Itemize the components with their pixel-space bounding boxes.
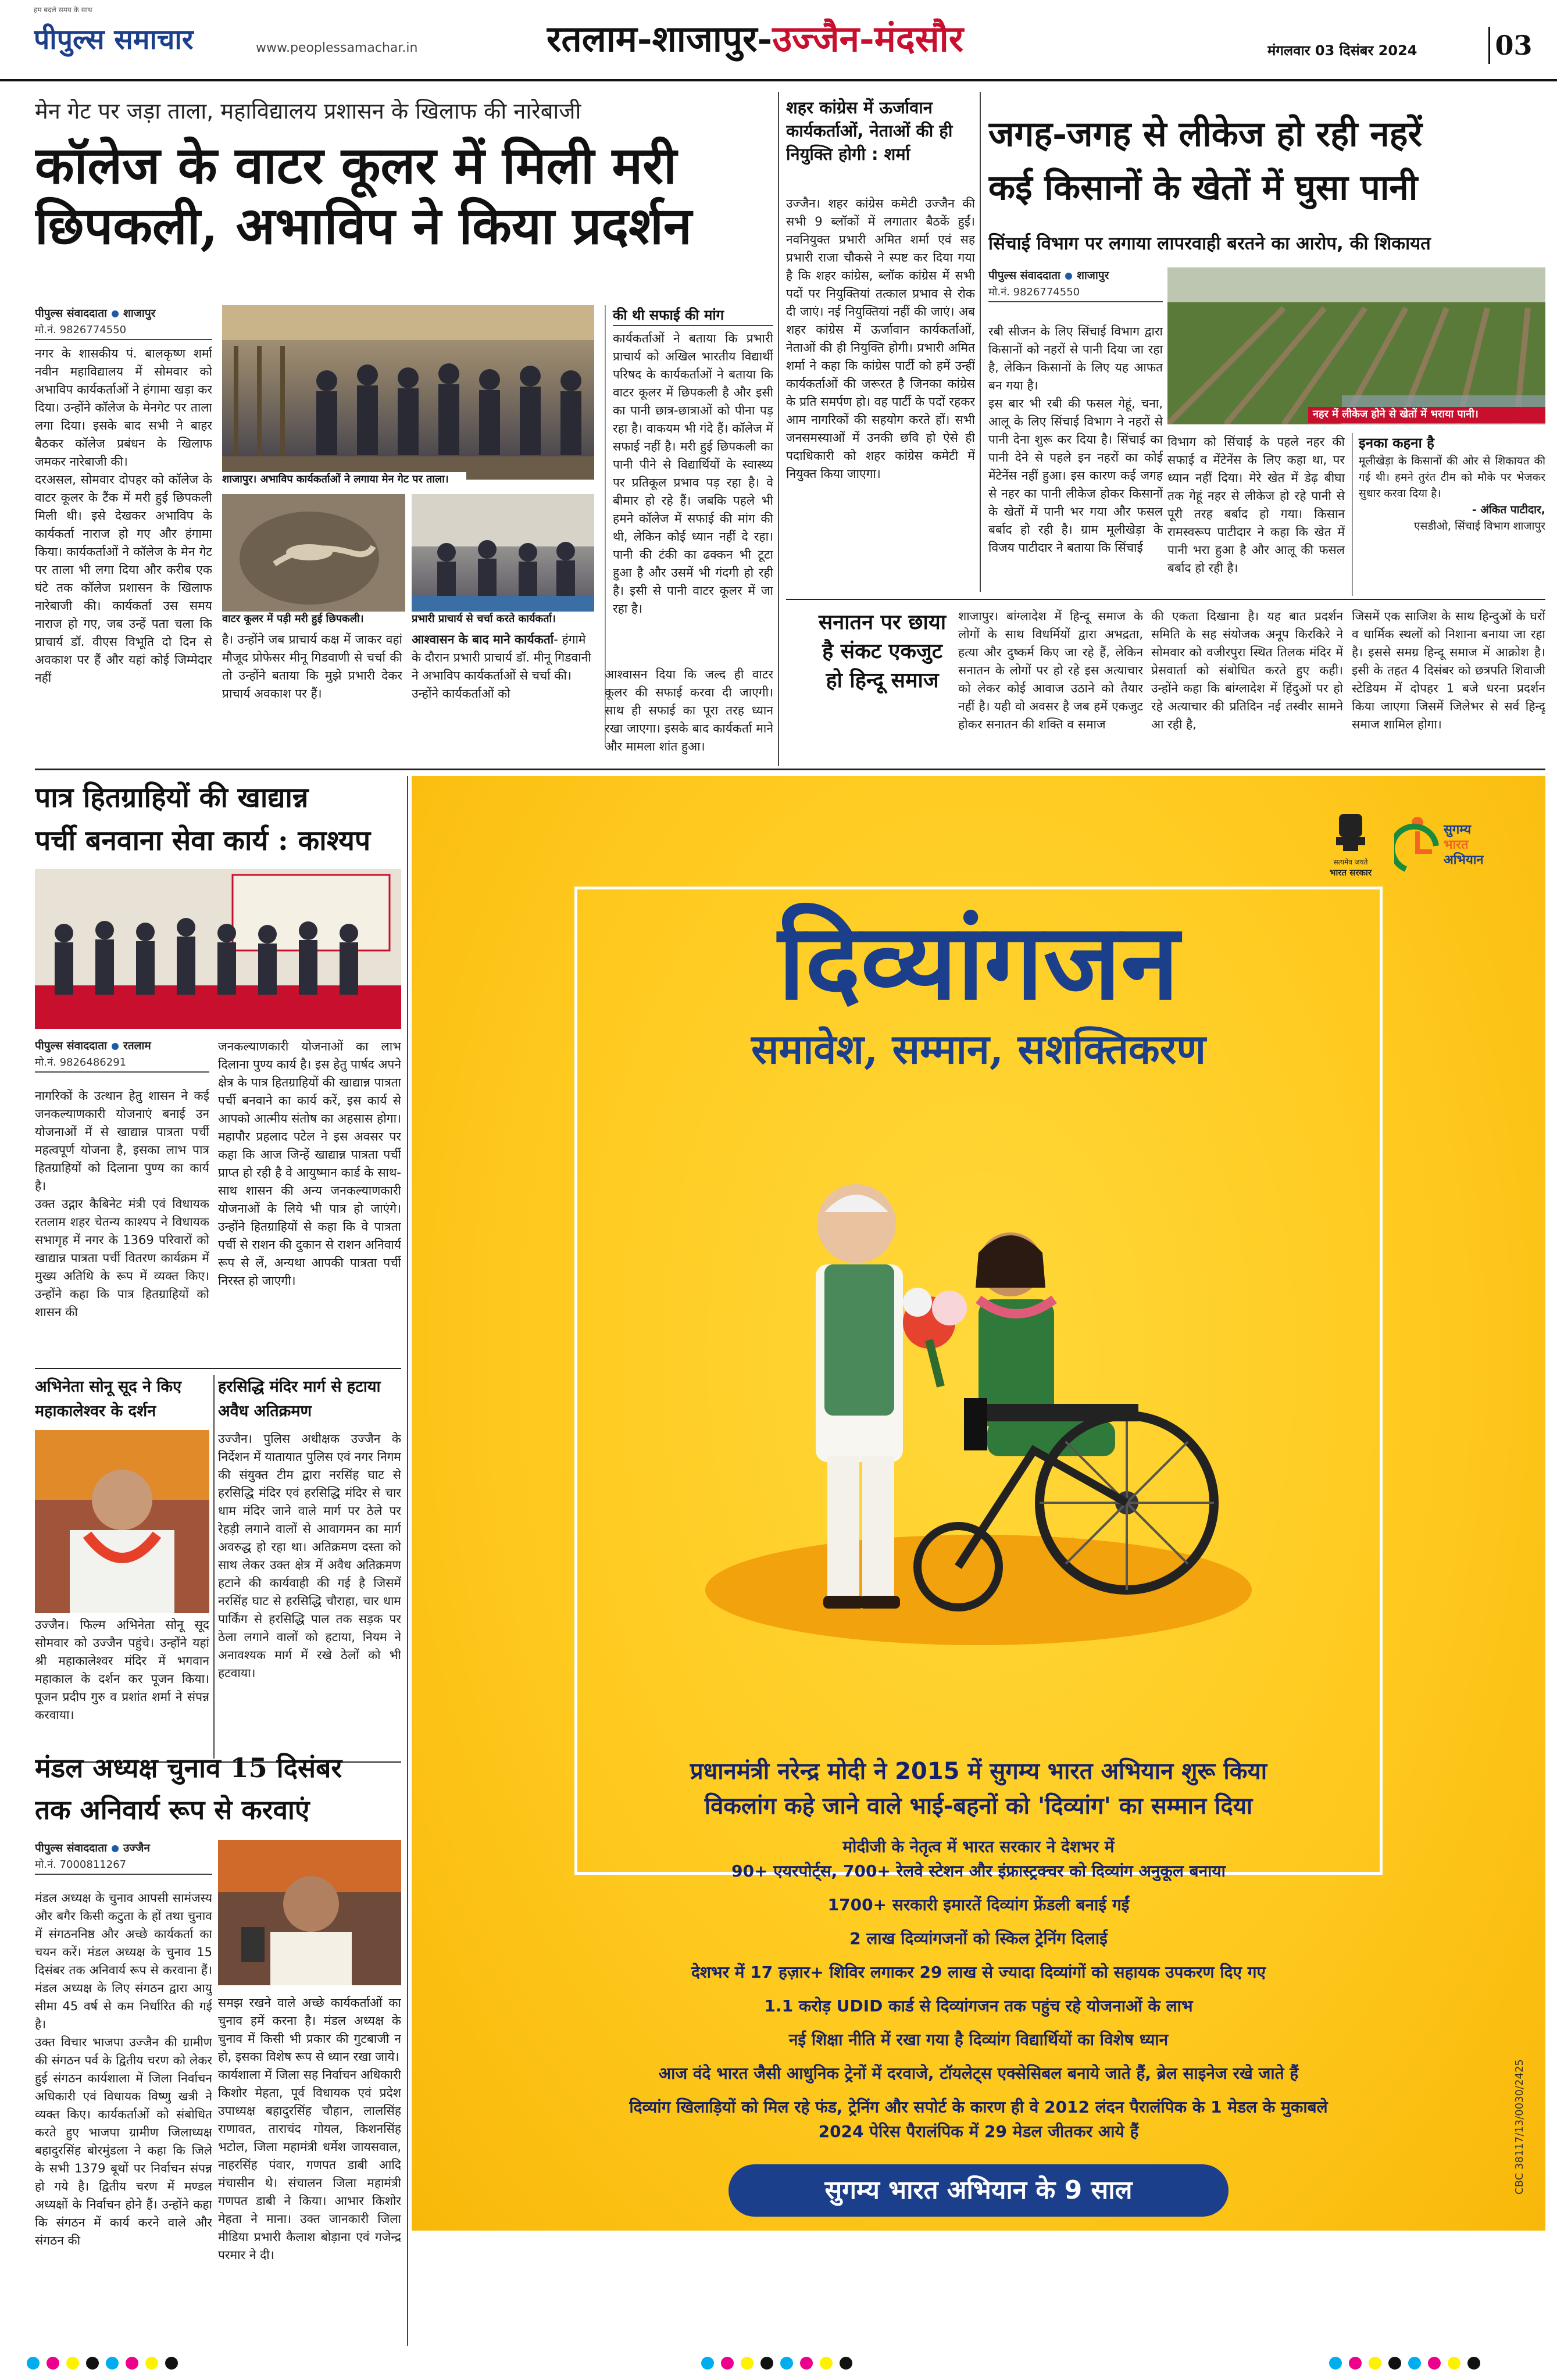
edition-title-red: उज्जैन-मंदसौर [772,17,964,60]
byline: पीपुल्स संवाददाता शाजापुर [988,269,1109,282]
ad-subtitle: समावेश, सम्मान, सशक्तिकरण [751,1025,1206,1073]
story-column [412,631,594,764]
emblem-label: भारत सरकार [1329,867,1372,878]
cmyk-dots-center [698,2357,856,2372]
headline-line: पर्ची बनवाना सेवा कार्य : काश्यप [35,824,371,857]
speaker-photo [218,1840,401,1985]
story-headline: सनातन पर छाया है संकट एकजुट हो हिन्दू समाज [818,610,947,692]
story-headline [35,1747,401,1834]
article-text: जिसमें एक साजिश के साथ हिन्दुओं के घरों व धार्मिक स्थलों को निशाना बनाया जा रहा है। इससे समग्र हिन्दू समाज में आक्रोश है। इसी के तहत 4 दिसंबर को छत्रपति शिवाजी स्टेडियम में दोपहर 1 बजे धरना प्रदर्शन किया जाएगा जिसमें जिलेभर से सर्व हिन्दू समाज शामिल होगा। [1352,609,1545,731]
lizard-photo-art [222,494,405,622]
principal-photo-art [412,494,594,622]
column-rule [213,1375,215,1759]
pm-with-wheelchair-user-illustration [685,1078,1272,1660]
ashoka-emblem-icon [1330,808,1371,855]
article-text: मंडल अध्यक्ष के चुनाव आपसी सामंजस्य और बगैर किसी कटुता के हों तथा चुनाव में संगठननिष्ठ और अच्छे कार्यकर्ता का चयन करें। मंडल अध्यक्ष के चुनाव 15 दिसंबर तक अनिवार्य रूप से करवाना हैं। मंडल अध्यक्ष के लिए संगठन द्वारा आयु सीमा 45 वर्ष से कम निर्धारित की गई है। उक्त विचार भाजपा उज्जैन की ग्रामीण की संगठन पर्व के द्वितीय चरण को लेकर हुई संगठन कार्यशाला में जिला निर्वाचन अधिकारी एवं विधायक विष्णु खत्री ने व्यक्त किए। कार्यकर्ताओं को संबोधित करते हुए भाजपा ग्रामीण जिलाध्यक्ष बहादुरसिंह बोरमुंडला ने कहा कि जिले के सभी 1379 बूथों पर निर्वाचन संपन्न हो गये है। द्वितीय चरण में मण्डल अध्यक्षों के निर्वाचन होने हैं। उन्होंने कहा कि संगठन में कार्य करने वाले और संगठन की [35,1891,212,2247]
article-text: रबी सीजन के लिए सिंचाई विभाग द्वारा किसानों को नहरों से पानी दिया जा रहा है, लेकिन किसानों के लिए यह आफत बन गया है। इस बार भी रबी की फसल गेहूं, चना, आलू के लिए सिंचाई विभाग ने नहरों से पानी देना शुरू कर दिया है। सिंचाई का पानी देने से पहले इन नहरों का कोई मेंटेनेंस नहीं हुआ। इस कारण कई जगह से नहर का पानी लीकेज होकर किसानों के खेतों में पानी भर गया और फसल बर्बाद हो रही है। ग्राम मूलीखेड़ा के विजय पाटीदार ने बताया कि सिंचाई [988,324,1163,555]
newspaper-logo: पीपुल्स समाचार [34,23,194,56]
field-photo [1167,267,1545,424]
sidebar-text: कार्यकर्ताओं ने बताया कि प्रभारी प्राचार्य को अखिल भारतीय विद्यार्थी परिषद के कार्यकर्ताओं ने बताया कि वाटर कूलर में छिपकली है और इसी का पानी छात्र-छात्राओं को पीना पड़ रहा है। वाकयम भी गंदे हैं। कॉलेज में सफाई नहीं है। मरी हुई छिपकली का पानी पीने से विद्यार्थियों के स्वास्थ्य पर प्रतिकूल प्रभाव पड़ रहा है। वे बीमार हो रहे हैं। जबकि पहले भी हमने कॉलेज में सफाई की मांग की थी, लेकिन कोई ध्यान नहीं दे रहा। पानी की टंकी का ढक्कन भी टूटा हुआ है और उसमें भी गंदगी हो रही है। इसी से पानी वाटर कूलर में जा रहा है। [613,331,773,616]
byline: पीपुल्स संवाददाता रतलाम [35,1039,151,1052]
byline: पीपुल्स संवाददाता उज्जैन [35,1842,150,1854]
story-headline [988,108,1547,224]
quote-title: इनका कहना है [1359,435,1434,451]
article-text: - हंगामे के दौरान प्रभारी प्राचार्य डॉ. मीनू गिडवानी ने अभाविप कार्यकर्ताओं से चर्चा की। उन्होंने कार्यकर्ताओं को [412,632,591,701]
headline-line: मंडल अध्यक्ष चुनाव 15 दिसंबर [35,1752,342,1784]
ad-point: मोदीजी के नेतृत्व में भारत सरकार ने देशभर में [842,1837,1115,1856]
sugamya-logo-icon [1394,811,1441,875]
story-kicker: मेन गेट पर जड़ा ताला, महाविद्यालय प्रशासन के खिलाफ की नारेबाजी [35,98,581,124]
page-number: 03 [1488,27,1537,64]
photo-caption: प्रभारी प्राचार्य से चर्चा करते कार्यकर्ता। [412,612,594,627]
ad-point: दिव्यांग खिलाड़ियों को मिल रहे फंड, ट्रेनिंग और सपोर्ट के कारण ही वे 2012 लंदन पैरालंपिक के 1 मेडल के मुकाबले [629,2097,1328,2117]
story-deck: सिंचाई विभाग पर लगाया लापरवाही बरतने का आरोप, की शिकायत [988,233,1431,254]
photo-caption: वाटर कूलर में पड़ी मरी हुई छिपकली। [222,612,405,627]
ad-title: दिव्यांगजन [778,900,1179,1023]
article-text: समझ रखने वाले अच्छे कार्यकर्ताओं का चुनाव हमें करना है। मंडल अध्यक्ष के चुनाव में किसी भी प्रकार की गुटबाजी न हो, इसका विशेष रूप से ध्यान रखा जाये। कार्यशाला में जिला सह निर्वाचन अधिकारी किशोर मेहता, पूर्व विधायक एवं प्रदेश उपाध्यक्ष बहादुरसिंह चौहान, लालसिंह राणावत, ताराचंद गोयल, किशनसिंह भटोल, जिला महामंत्री धर्मेश जायसवाल, नाहरसिंह पंवार, गणपत डाबी आदि मंचासीन थे। संचालन जिला महामंत्री गणपत डाबी ने किया। आभार किशोर मेहता ने माना। उक्त जानकारी जिला मीडिया प्रभारी कैलाश बोड़ाना एवं गजेन्द्र परमार ने दी। [218,1996,401,2262]
logo-text: सुगम्य [1444,823,1472,837]
headline-line: कॉलेज के वाटर कूलर में मिली मरी [35,135,677,195]
ad-code: CBC 38117/13/0030/2425 [1513,2059,1526,2195]
quote-text: मूलीखेड़ा के किसानों की ओर से शिकायत की गई थी। हमने तुरंत टीम को मौके पर भेजकर सुधार करवा दिया है। [1359,455,1545,500]
article-text: की एकता दिखाना है। यह बात प्रदर्शन समिति के सह संयोजक अनूप किरकिरे ने सोमवार को वजीरपुरा स्थित तिलक मंदिर में प्रेसवार्ता को संबोधित करते हुए कही। उन्होंने कहा कि बांग्लादेश में हिंदुओं पर हो रहे अत्याचार की प्रतिदिन नई तस्वीर सामने आ रही है, [1151,609,1343,731]
ad-point: 2 लाख दिव्यांगजनों को स्किल ट्रेनिंग दिलाई [849,1929,1108,1948]
story-headline: अभिनेता सोनू सूद ने किए महाकालेश्वर के दर्शन [35,1378,182,1420]
reporter-mobile: मो.नं. 9826774550 [988,283,1163,302]
cmyk-dots-right [1326,2357,1484,2372]
headline-line: तक अनिवार्य रूप से करवाएं [35,1794,310,1825]
story-headline: हरसिद्धि मंदिर मार्ग से हटाया अवैध अतिक्रमण [218,1378,381,1420]
article-text: है। उन्होंने जब प्राचार्य कक्ष में जाकर वहां मौजूद प्रोफेसर मीनू गिडवाणी से चर्चा की तो उन्होंने बताया कि मुझे प्रभारी देकर प्राचार्य अवकाश पर हैं। [222,632,402,701]
article-text: नगर के शासकीय पं. बालकृष्ण शर्मा नवीन महाविद्यालय में सोमवार को अभाविप कार्यकर्ताओं ने हंगामा खड़ा कर दिया। उन्होंने कॉलेज के मेनगेट पर ताला लगा दिया। इसके बाद सभी ने बाहर बैठकर कॉलेज प्रबंधन के खिलाफ जमकर नारेबाजी की। दरअसल, सोमवार दोपहर को कॉलेज के वाटर कूलर के टैंक में मरी हुई छिपकली मिली थी। इसे देखकर अभाविप के कार्यकर्ता नाराज हो गए और हंगामा किया। कार्यकर्ताओं ने कॉलेज के मेन गेट पर ताला भी लगा दिया और करीब एक घंटे तक कॉलेज प्रशासन के खिलाफ नारेबाजी की। कार्यकर्ता उस समय नाराज हो गए, जब उन्हें पता चला कि प्राचार्य डॉ. वीएस विभूति दो दिन से अवकाश पर हैं और यहां कोई जिम्मेदार नहीं [35,346,212,685]
edition-title-black: रतलाम-शाजापुर- [547,17,773,60]
horizontal-rule [35,769,1545,770]
story-column [35,1038,209,1093]
ad-point: नई शिक्षा नीति में रखा गया है दिव्यांग विद्यार्थियों का विशेष ध्यान [788,2030,1169,2049]
ad-banner: सुगम्य भारत अभियान के 9 साल [728,2164,1229,2217]
subhead: आश्वासन के बाद माने कार्यकर्ता [412,632,554,646]
reporter-mobile: मो.नं. 7000811267 [35,1855,212,1875]
article-text: उज्जैन। शहर कांग्रेस कमेटी उज्जैन की सभी 9 ब्लॉकों में लगातार बैठकें हुईं। नवनियुक्त प्रभारी अमित शर्मा एवं सह प्रभारी राजा चौकसे ने स्पष्ट कर दिया गया है कि शहर कांग्रेस, ब्लॉक कांग्रेस में सभी पदों पर नियुक्तियां तत्काल प्रभाव से रोक दी जाएं। नई नियुक्तियां नहीं की जाएं। अब शहर कांग्रेस में ऊर्जावान कार्यकर्ताओं, नेताओं की ही नियुक्ति होगी। प्रभारी अमित शर्मा ने कहा कि कांग्रेस पार्टी को हमें उन्हीं कार्यकर्ताओं की जरूरत है जिनका कांग्रेस के प्रति समर्पण हो। वह पार्टी के पदों रहकर आम नागरिकों की सहयोग करते हों। सभी जनसमस्याओं में उनकी छवि हो ऐसे ही पदाधिकारी को शहर कांग्रेस कमेटी में नियुक्त किया जाएगा। [786,196,975,481]
principal-photo [412,494,594,622]
photo-caption: नहर में लीकेज होने से खेतों में भराया पानी। [1308,407,1545,423]
protest-photo [222,305,594,480]
ad-point: आज वंदे भारत जैसी आधुनिक ट्रेनों में दरवाजे, टॉयलेट्स एक्सेसिबल बनाये जाते हैं, ब्रेल साइनेज रखे जाते हैं [658,2064,1299,2083]
cmyk-dots-left [23,2357,181,2372]
ad-point: 90+ एयरपोर्ट्स, 700+ रेलवे स्टेशन और इंफ्रास्ट्रक्चर को दिव्यांग अनुकूल बनाया [731,1861,1226,1881]
ad-headline-2: विकलांग कहे जाने वाले भाई-बहनों को 'दिव्यांग' का सम्मान दिया [704,1793,1253,1820]
logo-text: भारत [1444,838,1469,852]
masthead [0,0,1557,81]
story-headline [35,135,767,257]
reporter-mobile: मो.नं. 9826774550 [35,320,212,340]
actor-photo [35,1430,209,1613]
ad-point: 2024 पेरिस पैरालंपिक में 29 मेडल जीतकर आये हैं [818,2122,1139,2141]
article-text: आश्वासन दिया कि जल्द ही वाटर कूलर की सफाई करवा दी जाएगी। साथ ही सफाई का पूरा तरह ध्यान रखा जाएगा। इसके बाद कार्यकर्ता माने और मामला शांत हुआ। [605,667,773,753]
government-emblem [1316,808,1385,895]
speaker-photo-art [218,1840,401,1985]
article-text: नागरिकों के उत्थान हेतु शासन ने कई जनकल्याणकारी योजनाएं बनाई उन योजनाओं में से खाद्यान्न पात्रता पर्ची महत्वपूर्ण योजना है, इसका लाभ पात्र हितग्राहियों को दिलाना पुण्य का कार्य है। उक्त उद्गार कैबिनेट मंत्री एवं विधायक रतलाम शहर चेतन्य काश्यप ने विधायक सभागृह में नगर के 1369 परिवारों को खाद्यान्न पात्रता पर्ची वितरण कार्यक्रम में मुख्य अतिथि के रूप में व्यक्त किए। उन्होंने कहा कि पात्र हितग्राहियों को शासन की [35,1089,209,1319]
column-rule [407,776,408,2346]
article-text: शाजापुर। बांग्लादेश में हिन्दू समाज के लोगों के साथ विधर्मियों द्वारा अभद्रता, हत्या और दुष्कर्म किए जा रहे हैं, लेकिन सनातन के लोगों पर हो रहे इस अत्याचार को लेकर कोई आवाज उठाने को तैयार नहीं है। यही वो अवसर है जब हमें एकजुट होकर सनातन की शक्ति व समाज [958,609,1143,731]
print-color-bar [0,2349,1557,2380]
headline-line: पात्र हितग्राहियों की खाद्यान्न [35,781,309,814]
column-rule [778,92,779,766]
protest-photo-art [222,305,594,480]
quote-role: एसडीओ, सिंचाई विभाग शाजापुर [1414,520,1545,533]
story-headline: शहर कांग्रेस में ऊर्जावान कार्यकर्ताओं, नेताओं की ही नियुक्ति होगी : शर्मा [786,98,953,164]
quote-author: - अंकित पाटीदार, [1472,503,1545,516]
column-rule [980,92,981,592]
field-photo-art [1167,267,1545,424]
ad-illustration [685,1078,1272,1660]
sugamya-bharat-logo [1394,805,1510,892]
masthead-tagline: हम बदले समय के साथ [34,6,92,14]
ad-point: 1.1 करोड़ UDID कार्ड से दिव्यांगजन तक पहुंच रहे योजनाओं के लाभ [764,1996,1193,2016]
lizard-photo [222,494,405,622]
horizontal-rule [786,599,1545,600]
headline-line: जगह-जगह से लीकेज हो रही नहरें [988,114,1423,155]
issue-date: मंगलवार 03 दिसंबर 2024 [1267,42,1417,59]
story-column [35,1840,212,1895]
byline: पीपुल्स संवाददाता शाजापुर [35,307,156,320]
reporter-mobile: मो.नं. 9826486291 [35,1053,209,1073]
website-url[interactable]: www.peoplessamachar.in [256,41,418,55]
story-headline [35,776,401,863]
logo-text: अभियान [1444,853,1484,867]
article-text: जनकल्याणकारी योजनाओं का लाभ दिलाना पुण्य कार्य है। इस हेतु पार्षद अपने क्षेत्र के पात्र हितग्राहियों की खाद्यान्न पात्रता पर्ची बनवाने का कार्य करें, इस कार्य से आपको आत्मीय संतोष का अहसास होगा। महापौर प्रहलाद पटेल ने इस अवसर पर कहा कि आज जिन्हें खाद्यान्न पात्रता पर्ची प्राप्त हो रही है वे आयुष्मान कार्ड के साथ-साथ शासन की अन्य जनकल्याणकारी योजनाओं के लिये भी पात्र हो जाएंगे। उन्होंने हितग्राहियों से कहा कि वे पात्रता पर्ची से राशन की दुकान से राशन अनिवार्य रूप से लें, अन्यथा आपकी पात्रता पर्ची निरस्त हो जाएगी। [218,1039,401,1288]
quote-box [1352,433,1545,596]
headline-line: छिपकली, अभाविप ने किया प्रदर्शन [35,195,692,256]
ration-event-photo [35,869,401,1029]
horizontal-rule [35,1368,401,1369]
emblem-motto: सत्यमेव जयते [1333,858,1368,866]
actor-photo-art [35,1430,209,1613]
sidebar-title: की थी सफाई की मांग [613,305,773,326]
article-text: उज्जैन। फिल्म अभिनेता सोनू सूद सोमवार को उज्जैन पहुंचे। उन्होंने यहां श्री महाकालेश्वर मंदिर में भगवान महाकाल के दर्शन कर पूजन किया। पूजन प्रदीप गुरु व प्रशांत शर्मा ने संपन्न करवाया। [35,1618,209,1722]
story-column [988,267,1163,323]
edition-title [547,13,1128,65]
ad-headline-1: प्रधानमंत्री नरेन्द्र मोदी ने 2015 में सुगम्य भारत अभियान शुरू किया [690,1758,1267,1785]
photo-caption: शाजापुर। अभाविप कार्यकर्ताओं ने लगाया मेन गेट पर ताला। [222,472,466,487]
ad-point: देशभर में 17 हज़ार+ शिविर लगाकर 29 लाख से ज्यादा दिव्यांगों को सहायक उपकरण दिए गए [691,1963,1266,1982]
article-text: उज्जैन। पुलिस अधीक्षक उज्जैन के निर्देशन में यातायात पुलिस एवं नगर निगम की संयुक्त टीम द्वारा नरसिंह घाट से हरसिद्धि मंदिर एवं हरसिद्धि मंदिर से चार धाम मंदिर जाने वाले मार्ग पर ठेले पर रेहड़ी लगाने वालों से आवागमन का मार्ग अवरुद्ध हो रहा था। अतिक्रमण दस्ता को साथ लेकर उक्त क्षेत्र में अवैध अतिक्रमण हटाने की कार्यवाही की गई है जिसमें नरसिंह घाट से हरसिद्धि चौराहा, चार धाम पार्किंग से हरसिद्धि पाल तक सड़क पर ठेला लगाने वालों को हटाया, नियम ने अनावश्यक मार्ग में रखे ठेलों को भी हटवाया। [218,1432,401,1680]
divyangjan-advertisement [412,776,1545,2231]
ration-event-photo-art [35,869,401,1029]
headline-line: कई किसानों के खेतों में घुसा पानी [988,167,1418,208]
article-text: विभाग को सिंचाई के पहले नहर की सफाई व मेंटेनेंस के लिए कहा था, पर ध्यान नहीं दिया। मेरे खेत में डेढ़ बीघा तक गेहूं नहर से लीकेज हो रहे पानी से पूरी तरह बर्बाद हो गया। किसान रामस्वरूप पाटीदार ने कहा कि खेत में पानी भरा हुआ है और आलू की फसल बर्बाद हो रही है। [1167,435,1345,575]
ad-point: 1700+ सरकारी इमारतें दिव्यांग फ्रेंडली बनाई गईं [827,1895,1130,1914]
